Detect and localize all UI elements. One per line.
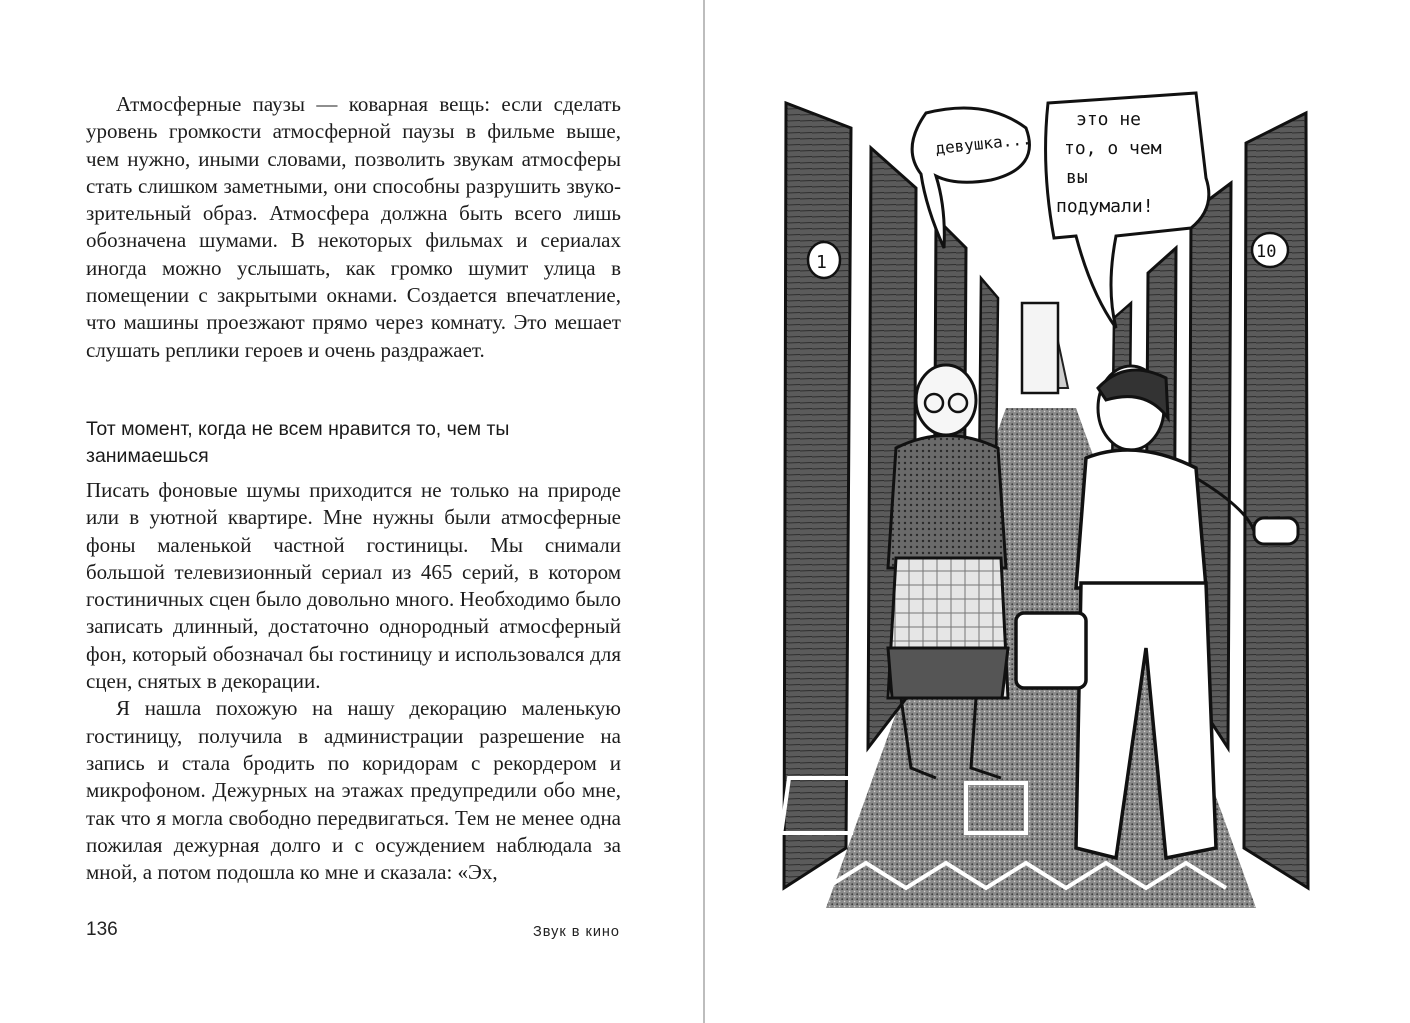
page-number: 136	[86, 919, 118, 940]
door-left-1	[784, 103, 851, 888]
section-heading: Тот момент, когда не всем нравится то, чем ты занимаешься	[86, 417, 510, 467]
running-title: Звук в кино	[532, 924, 620, 940]
left-page	[0, 0, 703, 1023]
door-number: 10	[1256, 242, 1277, 262]
recorder	[1016, 613, 1086, 688]
bubble-text: девушка...	[934, 129, 1033, 158]
paragraph: Писать фоновые шумы приходится не только на природе или в уютной квартире. Мне нужны были атмосферные фоны маленькой частной гостиницы. Мы снимали большой телевизионный сериал из 465 серий, в котором гостиничных сцен было довольно много. Необходимо было записать длинный, достаточно однородный атмосферный фон, который обозначал бы гостиницу и использовался для сцен, снятых в декорации.	[86, 477, 621, 694]
paragraph: Атмосферные паузы — коварная вещь: если сделать уровень громкости атмосферной паузы в фильме выше, чем нужно, иными словами, позволить звукам атмосферы стать слишком заметными, они способны разрушить звуко-зрительный образ. Атмосфера должна быть всего лишь обозначена шумами. В некоторых фильмах и сериалах иногда можно услышать, как громко шумит улица в помещении с закрытыми окнами. Создается впечатление, что машины проезжают прямо через комнату. Это мешает слушать реплики героев и очень раздражает.	[86, 92, 621, 362]
page-gutter	[703, 0, 705, 1023]
paragraph: Я нашла похожую на нашу декорацию маленькую гостиницу, получила в администрации разрешение на запись и стала бродить по коридорам с рекордером и микрофоном. Дежурных на этажах предупредили обо мне, так что я могла свободно передвигаться. Тем не менее одна пожилая дежурная долго и с осуждением наблюдала за мной, а потом подошла ко мне и сказала: «Эх,	[86, 696, 621, 885]
bubble-text: это не то, о чем вы подумали!	[1056, 109, 1162, 217]
corridor-illustration	[776, 88, 1316, 918]
right-page	[706, 0, 1410, 1023]
door-right-10	[1244, 113, 1308, 888]
door-number: 1	[816, 252, 827, 273]
body-text	[86, 91, 621, 886]
microphone	[1254, 518, 1298, 544]
